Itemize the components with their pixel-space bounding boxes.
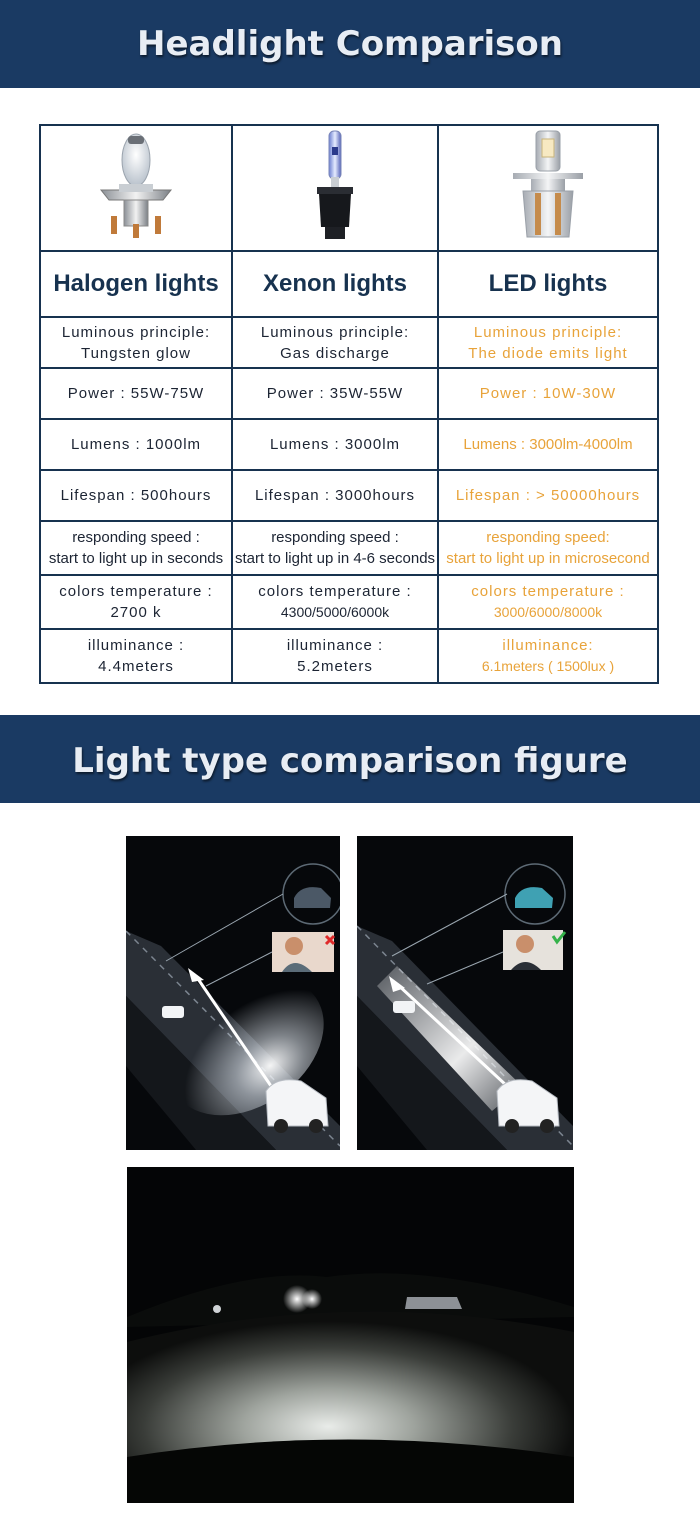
table-cell: Power : 55W-75W bbox=[40, 368, 232, 419]
table-cell: Power : 35W-55W bbox=[232, 368, 438, 419]
bulb-name-row bbox=[40, 251, 658, 317]
table-cell: Lifespan : 500hours bbox=[40, 470, 232, 521]
section-title: Light type comparison figure bbox=[72, 741, 628, 781]
table-cell: Lifespan : > 50000hours bbox=[438, 470, 658, 521]
led-bulb-cell bbox=[438, 125, 658, 251]
table-cell: responding speed: start to light up in microsecond bbox=[438, 521, 658, 575]
night-road-photo bbox=[127, 1167, 574, 1503]
led-bulb-icon bbox=[503, 127, 593, 245]
table-cell: Lumens : 1000lm bbox=[40, 419, 232, 470]
table-cell: illuminance: 6.1meters ( 1500lux ) bbox=[438, 629, 658, 683]
table-cell: Luminous principle: The diode emits light bbox=[438, 317, 658, 368]
table-cell: Lifespan : 3000hours bbox=[232, 470, 438, 521]
table-cell: responding speed : start to light up in 4-6 seconds bbox=[232, 521, 438, 575]
table-row-lumens bbox=[40, 419, 658, 470]
table-row-power bbox=[40, 368, 658, 419]
table-cell: colors temperature : 2700 k bbox=[40, 575, 232, 629]
table-row-responding-speed bbox=[40, 521, 658, 575]
page-title: Headlight Comparison bbox=[137, 24, 563, 64]
comparison-table bbox=[39, 124, 659, 684]
halogen-name: Halogen lights bbox=[40, 251, 232, 317]
halogen-road-illustration bbox=[126, 836, 340, 1150]
table-cell: colors temperature : 3000/6000/8000k bbox=[438, 575, 658, 629]
xenon-bulb-icon bbox=[295, 127, 375, 245]
bulb-image-row bbox=[40, 125, 658, 251]
page-title-banner bbox=[0, 0, 700, 88]
table-cell: Luminous principle: Gas discharge bbox=[232, 317, 438, 368]
section-title-banner bbox=[0, 715, 700, 803]
night-road-dim-beam-image bbox=[126, 836, 340, 1150]
led-name: LED lights bbox=[438, 251, 658, 317]
table-row-luminous-principle bbox=[40, 317, 658, 368]
headlight-night-road-image bbox=[127, 1167, 574, 1503]
halogen-bulb-icon bbox=[81, 128, 191, 243]
xenon-name: Xenon lights bbox=[232, 251, 438, 317]
table-cell: Power : 10W-30W bbox=[438, 368, 658, 419]
table-cell: colors temperature : 4300/5000/6000k bbox=[232, 575, 438, 629]
table-cell: illuminance : 5.2meters bbox=[232, 629, 438, 683]
table-cell: Luminous principle: Tungsten glow bbox=[40, 317, 232, 368]
table-row-color-temperature bbox=[40, 575, 658, 629]
table-row-illuminance bbox=[40, 629, 658, 683]
table-row-lifespan bbox=[40, 470, 658, 521]
night-road-bright-beam-image bbox=[357, 836, 573, 1150]
table-cell: responding speed : start to light up in seconds bbox=[40, 521, 232, 575]
table-cell: illuminance : 4.4meters bbox=[40, 629, 232, 683]
xenon-bulb-cell bbox=[232, 125, 438, 251]
table-cell: Lumens : 3000lm-4000lm bbox=[438, 419, 658, 470]
table-cell: Lumens : 3000lm bbox=[232, 419, 438, 470]
led-road-illustration bbox=[357, 836, 573, 1150]
halogen-bulb-cell bbox=[40, 125, 232, 251]
